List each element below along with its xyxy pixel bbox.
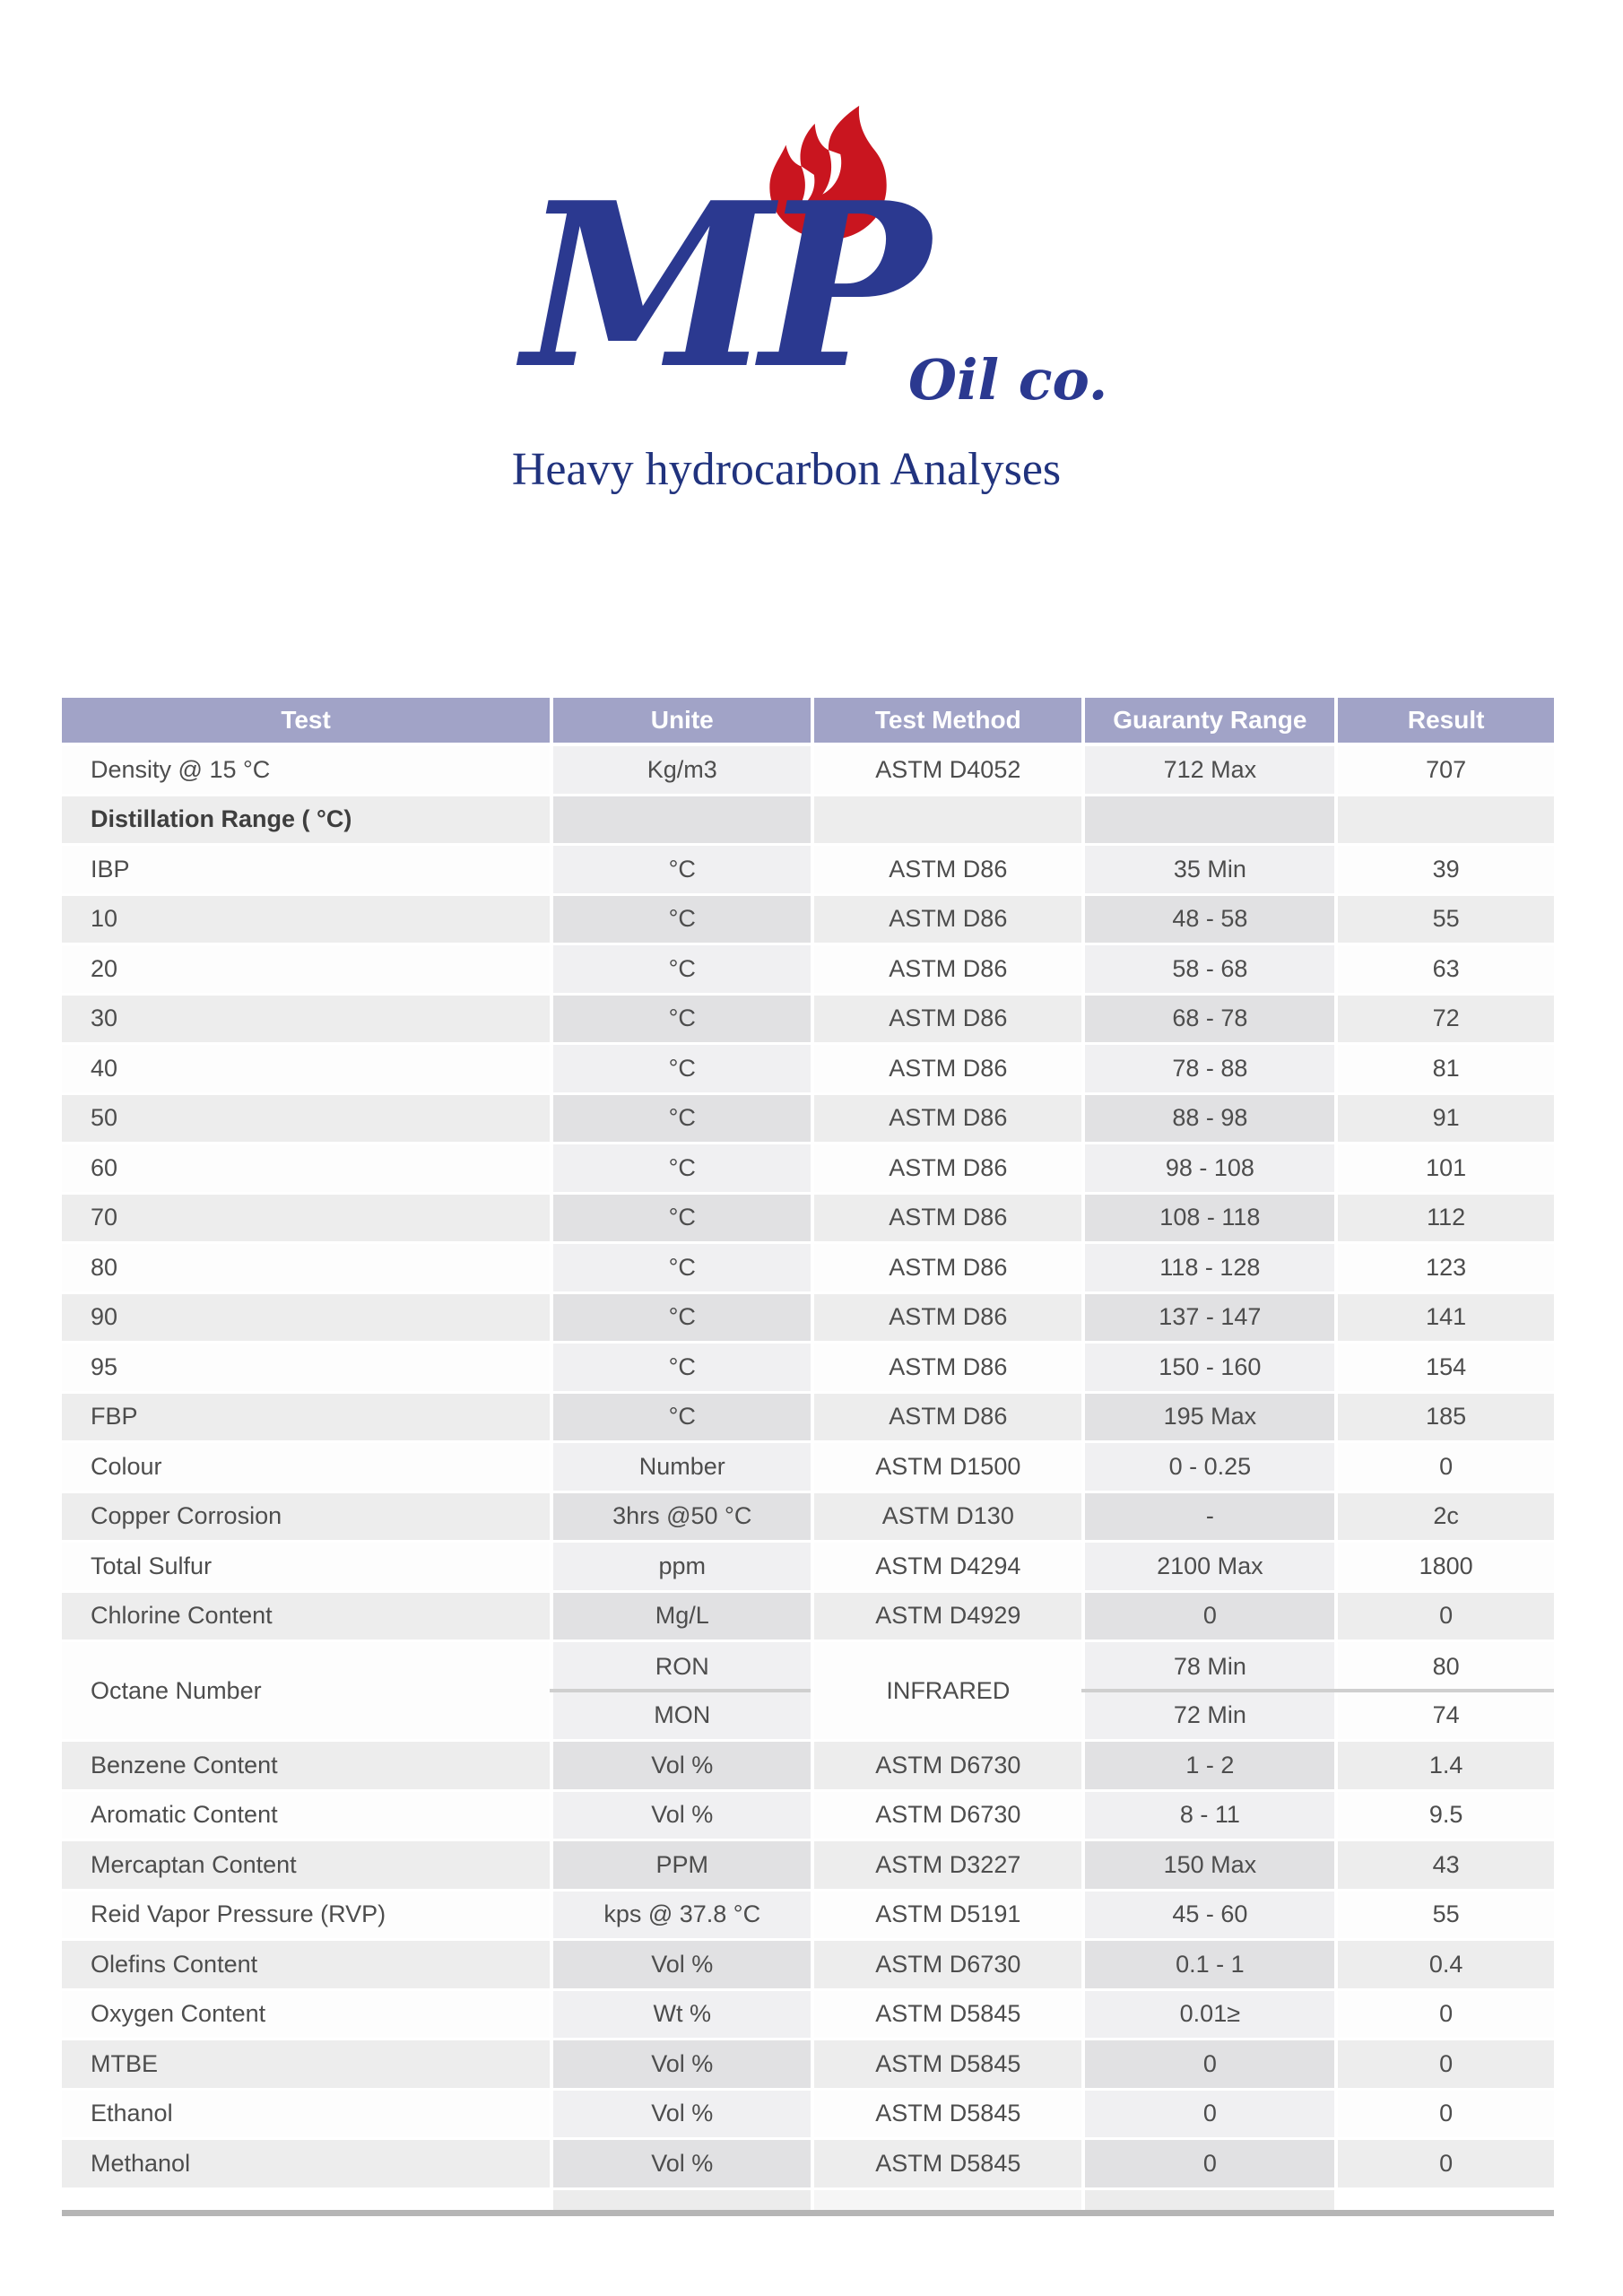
cell-result: 0 [1334,1991,1554,2039]
table-row [62,1841,1554,1892]
cell-test-method: ASTM D86 [811,1095,1081,1143]
sub-result: 80 [1432,1652,1460,1680]
cell-unite: °C [550,1045,811,1092]
cell-test: 40 [91,1054,118,1082]
cell-test: Oxygen Content [91,2000,266,2028]
table-row [62,996,1554,1046]
cell-result: 39 [1334,846,1554,893]
cell-test: 50 [91,1104,118,1132]
cell-unite: °C [550,1394,811,1441]
cell-guaranty-range: 68 - 78 [1081,996,1334,1043]
cell-test: Ethanol [91,2100,173,2127]
cell-test: 20 [91,954,118,982]
cell-test-method: ASTM D4294 [811,1543,1081,1590]
octane-divider [1081,1689,1554,1692]
cell-test-method: ASTM D5845 [811,1991,1081,2039]
cell-test-method: ASTM D5191 [811,1892,1081,1939]
cell-test: MTBE [91,2049,159,2077]
cell-result: 63 [1334,945,1554,993]
cell-guaranty-range: 108 - 118 [1081,1195,1334,1242]
cell-result: 55 [1334,1892,1554,1939]
cell-test: Chlorine Content [91,1602,273,1630]
cell-guaranty-range: - [1081,1493,1334,1541]
cell-unite: °C [550,1144,811,1192]
cell-unite: Number [550,1443,811,1491]
cell-unite: °C [550,1095,811,1143]
sub-range: 78 Min [1173,1652,1246,1680]
cell-unite: Vol % [550,2091,811,2138]
shadow-cell [550,2190,811,2210]
cell-result: 185 [1334,1394,1554,1441]
cell-unite: °C [550,846,811,893]
cell-guaranty-range: 137 - 147 [1081,1294,1334,1342]
column-header: Guaranty Range [1081,698,1334,743]
cell-test-method: ASTM D5845 [811,2091,1081,2138]
cell-guaranty-range: 150 Max [1081,1841,1334,1889]
cell-unite: °C [550,896,811,944]
cell-test: Density @ 15 °C [91,755,271,783]
cell-guaranty-range [1081,796,1334,844]
cell-result: 9.5 [1334,1792,1554,1839]
cell-unite: Kg/m3 [550,746,811,794]
table-row [62,1095,1554,1145]
cell-guaranty-range: 0 [1081,1593,1334,1640]
cell-result: 112 [1334,1195,1554,1242]
table-row [62,896,1554,946]
cell-test-method: ASTM D130 [811,1493,1081,1541]
table-row [62,1045,1554,1095]
cell-guaranty-range: 35 Min [1081,846,1334,893]
cell-result: 141 [1334,1294,1554,1342]
cell-test-method: ASTM D5845 [811,2140,1081,2187]
shadow-cell [62,2190,550,2210]
cell-result: 0 [1334,2040,1554,2088]
cell-result: 43 [1334,1841,1554,1889]
table-row [62,1593,1554,1643]
cell-guaranty-range: 0 [1081,2040,1334,2088]
cell-result: 81 [1334,1045,1554,1092]
shadow-cell [1334,2190,1554,2210]
table-row [62,1244,1554,1294]
cell-guaranty-range: 118 - 128 [1081,1244,1334,1292]
table-row [62,1144,1554,1195]
cell-test: 70 [91,1204,118,1231]
cell-guaranty-range: 8 - 11 [1081,1792,1334,1839]
column-header: Result [1334,698,1554,743]
cell-result [1334,796,1554,844]
sub-unite: MON [654,1700,711,1728]
table-row [62,1493,1554,1544]
cell-test: 30 [91,1004,118,1032]
cell-test-method: ASTM D86 [811,1294,1081,1342]
cell-result: 91 [1334,1095,1554,1143]
cell-result: 0 [1334,1593,1554,1640]
cell-result: 2c [1334,1493,1554,1541]
cell-guaranty-range: 0 - 0.25 [1081,1443,1334,1491]
cell-unite: °C [550,945,811,993]
cell-result: 123 [1334,1244,1554,1292]
logo-oil-text: Oil co. [908,347,1108,413]
cell-unite: °C [550,1344,811,1391]
cell-guaranty-range: 98 - 108 [1081,1144,1334,1192]
cell-test-method: ASTM D4929 [811,1593,1081,1640]
cell-guaranty-range: 150 - 160 [1081,1344,1334,1391]
table-shadow [62,2190,1554,2210]
cell-test-method: ASTM D6730 [811,1742,1081,1789]
cell-test: FBP [91,1403,138,1431]
cell-test-method: ASTM D86 [811,996,1081,1043]
cell-unite: Vol % [550,2040,811,2088]
table-row [62,1443,1554,1493]
cell-result: 154 [1334,1344,1554,1391]
cell-test-method: ASTM D4052 [811,746,1081,794]
cell-guaranty-range: 0.01≥ [1081,1991,1334,2039]
cell-guaranty-range: 195 Max [1081,1394,1334,1441]
table-row [62,945,1554,996]
table-row [62,2140,1554,2190]
table-row [62,1742,1554,1792]
table-row [62,2040,1554,2091]
cell-unite [550,796,811,844]
sub-unite: RON [655,1652,709,1680]
table-row [62,1792,1554,1842]
cell-unite: 3hrs @50 °C [550,1493,811,1541]
cell-unite: °C [550,996,811,1043]
column-header: Test [281,706,331,734]
cell-test: IBP [91,855,130,883]
cell-test: 10 [91,905,118,933]
cell-result: 1800 [1334,1543,1554,1590]
cell-test: Aromatic Content [91,1801,278,1829]
cell-test-method: ASTM D86 [811,1045,1081,1092]
cell-result: 55 [1334,896,1554,944]
table-row [62,1892,1554,1942]
cell-test: Copper Corrosion [91,1502,282,1530]
cell-test: Distillation Range ( °C) [91,805,352,833]
cell-guaranty-range: 48 - 58 [1081,896,1334,944]
table-row [62,1941,1554,1991]
cell-test-method: ASTM D1500 [811,1443,1081,1491]
shadow-cell [1081,2190,1334,2210]
cell-guaranty-range: 2100 Max [1081,1543,1334,1590]
shadow-cell [811,2190,1081,2210]
cell-test: 80 [91,1253,118,1281]
cell-test: Total Sulfur [91,1552,213,1579]
cell-result: 101 [1334,1144,1554,1192]
column-header: Unite [550,698,811,743]
section-row [62,796,1554,847]
table-row [62,1294,1554,1344]
cell-result: 707 [1334,746,1554,794]
cell-guaranty-range: 1 - 2 [1081,1742,1334,1789]
table-row [62,1543,1554,1593]
cell-unite: Vol % [550,1792,811,1839]
table-head [62,698,1554,746]
cell-unite: °C [550,1195,811,1242]
analysis-table [62,698,1554,2216]
cell-test-method: INFRARED [811,1642,1081,1739]
cell-test: Reid Vapor Pressure (RVP) [91,1900,386,1928]
cell-test-method: ASTM D5845 [811,2040,1081,2088]
cell-test-method: ASTM D86 [811,1394,1081,1441]
cell-unite: °C [550,1294,811,1342]
cell-unite: °C [550,1244,811,1292]
cell-test: Colour [91,1452,162,1480]
table-row [62,1344,1554,1394]
cell-result: 0.4 [1334,1941,1554,1988]
cell-test: Olefins Content [91,1950,258,1978]
cell-guaranty-range: 0 [1081,2091,1334,2138]
cell-unite: Vol % [550,1742,811,1789]
cell-result: 1.4 [1334,1742,1554,1789]
cell-test: Mercaptan Content [91,1850,297,1878]
table-row [62,2091,1554,2141]
cell-test: Octane Number [91,1676,262,1704]
sub-range: 72 Min [1173,1700,1246,1728]
cell-test-method: ASTM D6730 [811,1792,1081,1839]
table-row [62,746,1554,796]
cell-guaranty-range: 78 - 88 [1081,1045,1334,1092]
cell-test-method: ASTM D86 [811,945,1081,993]
cell-test: 90 [91,1303,118,1331]
cell-guaranty-range: 58 - 68 [1081,945,1334,993]
cell-test: 60 [91,1153,118,1181]
logo-mp-text: MP [523,153,918,419]
cell-test-method: ASTM D3227 [811,1841,1081,1889]
table-row-octane [62,1642,1554,1742]
cell-guaranty-range: 712 Max [1081,746,1334,794]
cell-test-method: ASTM D86 [811,1195,1081,1242]
cell-test-method [811,796,1081,844]
cell-unite: Vol % [550,2140,811,2187]
cell-unite: Wt % [550,1991,811,2039]
table-row [62,1195,1554,1245]
cell-test-method: ASTM D6730 [811,1941,1081,1988]
cell-unite: ppm [550,1543,811,1590]
table-row [62,846,1554,896]
cell-test-method: ASTM D86 [811,1344,1081,1391]
cell-test: Benzene Content [91,1751,278,1779]
table-row [62,1394,1554,1444]
table-row [62,1991,1554,2041]
cell-unite: Mg/L [550,1593,811,1640]
cell-guaranty-range: 88 - 98 [1081,1095,1334,1143]
sub-result: 74 [1432,1700,1460,1728]
cell-test-method: ASTM D86 [811,1144,1081,1192]
cell-unite: Vol % [550,1941,811,1988]
octane-divider [550,1689,811,1692]
table-body [62,746,1554,2190]
cell-test-method: ASTM D86 [811,846,1081,893]
cell-guaranty-range: 0 [1081,2140,1334,2187]
cell-unite: PPM [550,1841,811,1889]
cell-test: 95 [91,1352,118,1380]
cell-test-method: ASTM D86 [811,1244,1081,1292]
cell-result: 0 [1334,2140,1554,2187]
cell-result: 0 [1334,2091,1554,2138]
column-header: Test Method [811,698,1081,743]
cell-test: Methanol [91,2149,191,2177]
company-logo [507,94,1116,439]
cell-guaranty-range: 0.1 - 1 [1081,1941,1334,1988]
cell-test-method: ASTM D86 [811,896,1081,944]
cell-unite: kps @ 37.8 °C [550,1892,811,1939]
page-title: Heavy hydrocarbon Analyses [511,444,1062,495]
cell-result: 0 [1334,1443,1554,1491]
cell-result: 72 [1334,996,1554,1043]
cell-guaranty-range: 45 - 60 [1081,1892,1334,1939]
